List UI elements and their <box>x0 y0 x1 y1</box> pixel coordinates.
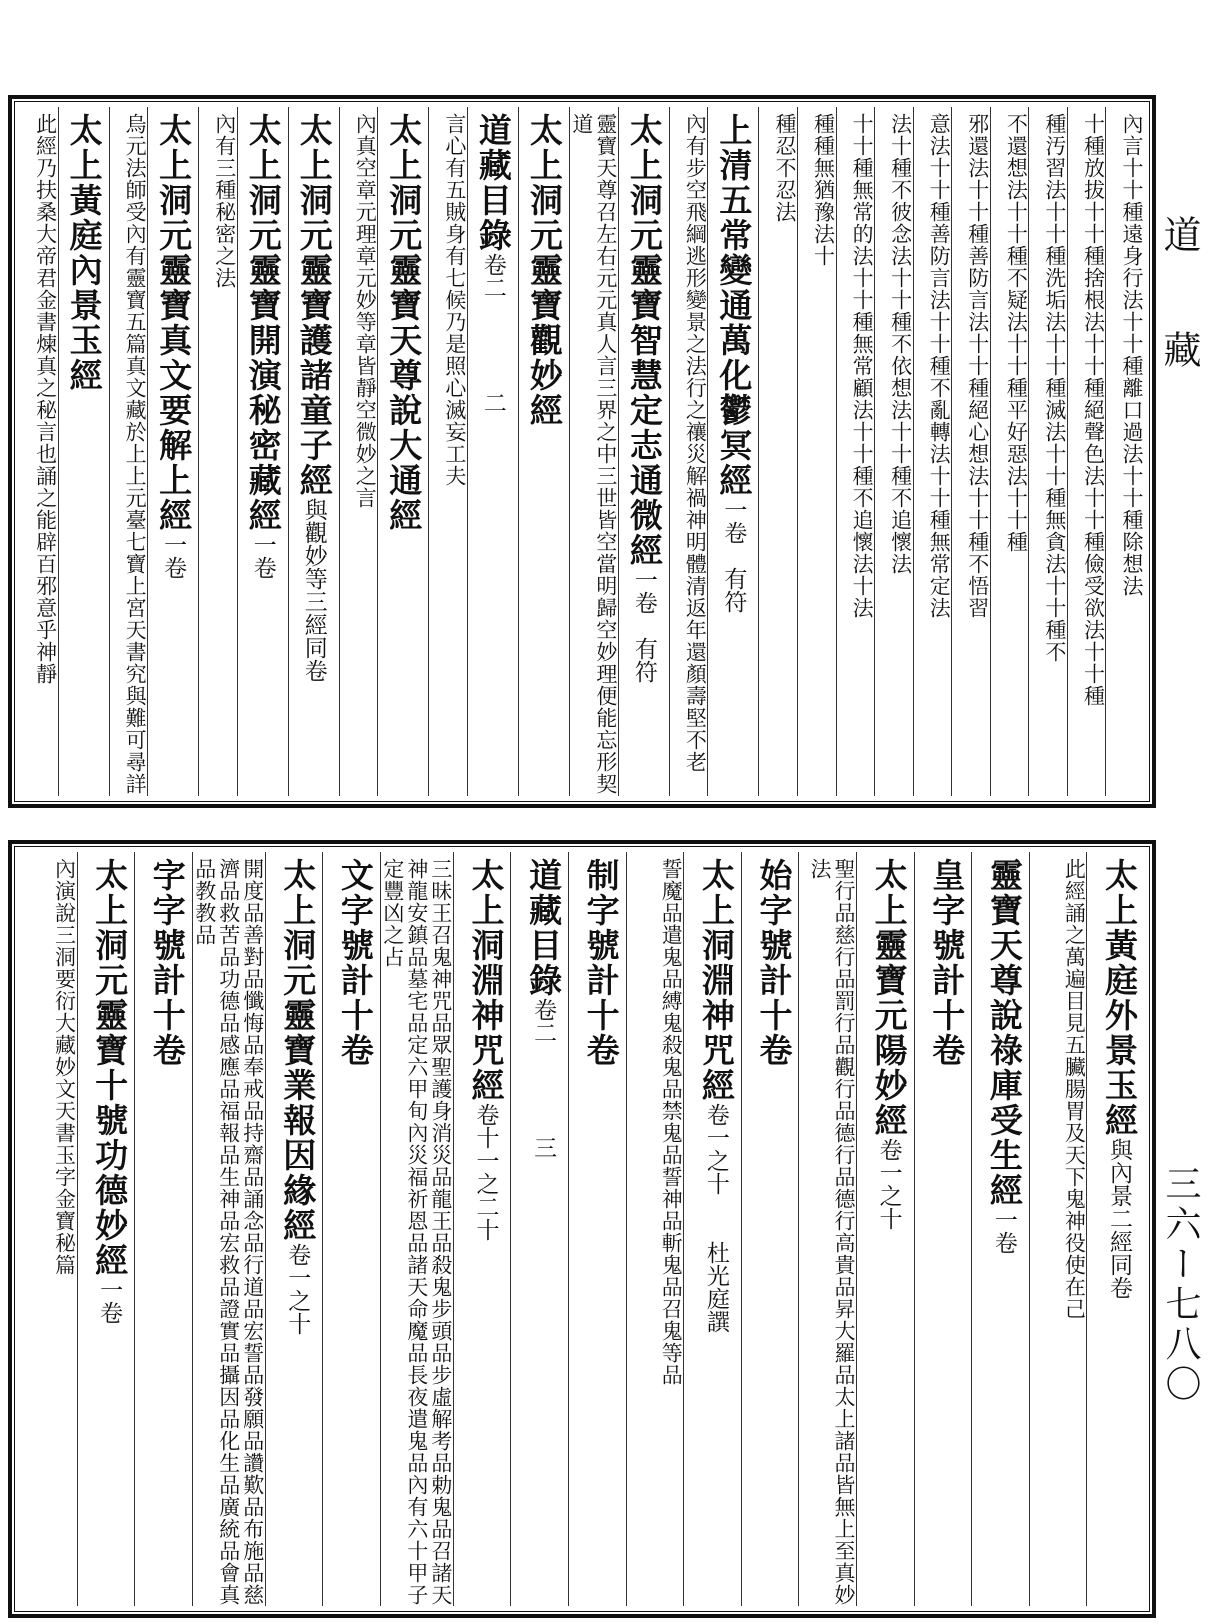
scripture-title: 太上洞元靈寶十號功德妙經 <box>90 858 130 1278</box>
volume-note: 卷一之十 <box>875 1138 902 1230</box>
scripture-title: 字字號計十卷 <box>147 858 187 1068</box>
annotation-text: 內演說三洞要衍大藏妙文天書玉字金寶秘篇 <box>52 858 77 1276</box>
annotation-text: 靈寶天尊召左右元元真人言三界之中三世皆空當明歸空妙理便能忘形契道 <box>569 113 618 795</box>
volume-note: 一卷 <box>96 1278 123 1324</box>
scripture-title: 太上洞元靈寶護諸童子經 <box>294 113 334 498</box>
text-column <box>874 107 913 796</box>
volume-note: 與觀妙等三經同卷 <box>300 498 327 682</box>
text-column <box>192 852 265 1606</box>
text-column <box>467 107 518 796</box>
bottom-panel <box>8 840 1156 1618</box>
text-column <box>568 852 626 1606</box>
text-column <box>453 852 511 1606</box>
scripture-title: 文字號計十卷 <box>335 858 375 1068</box>
text-column <box>147 107 198 796</box>
top-columns <box>20 107 1144 796</box>
text-column <box>741 852 799 1606</box>
scripture-title: 制字號計十卷 <box>581 858 621 1068</box>
text-column <box>20 107 58 796</box>
annotation-text: 邪還法十十種善防言法十十種絕心想法十十種不悟習 <box>965 113 990 619</box>
annotation-text: 此經誦之萬遍目見五臟腸胃及天下鬼神役使在己 <box>1062 858 1087 1320</box>
text-column <box>758 107 797 796</box>
annotation-text: 種汚習法十十種洗垢法十十種滅法十十種無貪法十十種不 <box>1042 113 1067 663</box>
text-column <box>380 852 453 1606</box>
annotation-text: 內有步空飛綱逃形變景之法行之禳災解禍神明體清返年還顏壽堅不老 <box>683 113 708 773</box>
annotation-text: 內有三種秘密之法 <box>212 113 237 289</box>
text-column <box>971 852 1029 1606</box>
annotation-text: 聖行品慈行品罰行品觀行品德行品德行高貴品昇大羅品太上諸品皆無上至真妙法 <box>808 858 857 1606</box>
annotation-text: 言心有五賊身有七候乃是照心滅妄工夫 <box>442 113 467 487</box>
scripture-title: 太上洞元靈寶觀妙經 <box>524 113 564 428</box>
scripture-title: 道藏目錄 <box>524 858 564 998</box>
text-column <box>914 852 972 1606</box>
volume-note: 一卷 <box>990 1208 1017 1254</box>
text-column <box>1067 107 1106 796</box>
text-column <box>569 107 618 796</box>
text-column <box>797 107 836 796</box>
scripture-title: 太上洞元靈寶業報因緣經 <box>278 858 318 1243</box>
text-column <box>322 852 380 1606</box>
top-panel <box>8 95 1156 808</box>
text-column <box>618 107 669 796</box>
scripture-title: 太上黃庭外景玉經 <box>1100 858 1139 1138</box>
annotation-text: 開度品善對品懺悔品奉戒品持齋品誦念品行道品宏誓品發願品讚歎品布施品慈濟品救苦品功德品感應品福報品生神品宏救品證實品攝因品化生品廣統品會真品教教品 <box>192 858 265 1606</box>
text-column <box>377 107 428 796</box>
text-column <box>951 107 990 796</box>
scripture-title: 太上洞元靈寶真文要解上經 <box>154 113 194 533</box>
scripture-title: 太上洞元靈寶開演秘密藏經 <box>243 113 283 533</box>
annotation-text: 法十種不彼念法十十種不依想法十十種不追懷法 <box>888 113 913 575</box>
text-column <box>237 107 288 796</box>
text-column <box>58 107 109 796</box>
annotation-text: 此經乃扶桑大帝君金書煉真之秘言也誦之能辟百邪意乎神靜 <box>33 113 58 685</box>
scripture-title: 道藏目錄 <box>473 113 513 253</box>
volume-note: 與內景二經同卷 <box>1106 1138 1132 1299</box>
annotation-text: 三昧王召鬼神咒品眾聖護身消災品龍王品殺鬼步頭品步虛解考品勅鬼品召諸天神龍安鎮品墓宅品定六甲旬內災福祈恩品諸天命魔品長夜遣鬼品內有六十甲子定豐凶之占 <box>380 858 453 1606</box>
annotation-text: 烏元法師受內有靈寶五篇真文藏於上上元臺七寶上宮天書究與難可尋詳 <box>123 113 148 795</box>
annotation-text: 十十種無常的法十十種無常顧法十十種不追懷法十法 <box>850 113 875 619</box>
text-column <box>798 852 856 1606</box>
annotation-text: 意法十十種善防言法十十種不亂轉法十十種無常定法 <box>927 113 952 619</box>
text-column <box>518 107 569 796</box>
volume-note: 卷二 三 <box>530 998 557 1159</box>
bottom-columns <box>20 852 1144 1606</box>
volume-note: 一卷 有符 <box>720 498 747 613</box>
volume-note: 卷一之十 <box>284 1243 311 1335</box>
text-column <box>198 107 237 796</box>
volume-note: 一卷 有符 <box>630 568 657 683</box>
text-column <box>109 107 148 796</box>
text-column <box>1086 852 1144 1606</box>
text-column <box>836 107 875 796</box>
text-column <box>134 852 192 1606</box>
annotation-text: 種忍不忍法 <box>772 113 797 223</box>
text-column <box>265 852 323 1606</box>
text-column <box>707 107 758 796</box>
volume-note: 卷一之十 杜光庭譔 <box>702 1103 729 1333</box>
text-column <box>990 107 1029 796</box>
annotation-text: 種種無猶豫法十 <box>811 113 836 267</box>
annotation-text: 十種放拔十十種捨根法十十種絕聲色法十十種儉受欲法十十種 <box>1081 113 1106 707</box>
annotation-text: 內真空章元理章元妙等章皆靜空微妙之言 <box>353 113 378 509</box>
scripture-title: 太上洞元靈寶智慧定志通微經 <box>624 113 664 568</box>
text-column <box>856 852 914 1606</box>
annotation-text: 內言十十種遠身行法十十種離口過法十十種除想法 <box>1120 113 1144 597</box>
scripture-title: 太上靈寶元陽妙經 <box>869 858 909 1138</box>
scripture-title: 皇字號計十卷 <box>927 858 967 1068</box>
text-column <box>913 107 952 796</box>
text-column <box>288 107 339 796</box>
text-column <box>428 107 467 796</box>
scripture-title: 上清五常變通萬化鬱冥經 <box>714 113 754 498</box>
scripture-title: 始字號計十卷 <box>754 858 794 1068</box>
text-column <box>669 107 708 796</box>
text-column <box>20 852 77 1606</box>
annotation-text: 不還想法十十種不疑法十十種平好惡法十十種 <box>1004 113 1029 553</box>
scripture-title: 太上洞淵神咒經 <box>696 858 736 1103</box>
text-column <box>683 852 741 1606</box>
text-column <box>1029 852 1087 1606</box>
scripture-title: 太上黃庭內景玉經 <box>64 113 104 393</box>
text-column <box>626 852 684 1606</box>
scripture-title: 靈寶天尊說祿庫受生經 <box>984 858 1024 1208</box>
collection-label-upper: 道 <box>1157 215 1201 253</box>
scripture-title: 太上洞淵神咒經 <box>466 858 506 1103</box>
text-column <box>339 107 378 796</box>
text-column <box>510 852 568 1606</box>
annotation-text: 誓魔品遣鬼品縛鬼殺鬼品禁鬼品誓神品斬鬼品召鬼等品 <box>659 858 684 1386</box>
text-column <box>1105 107 1144 796</box>
volume-note: 一卷 <box>249 533 276 579</box>
text-column <box>1028 107 1067 796</box>
volume-note: 卷二 二 <box>479 253 506 414</box>
page-number: 三六ー七八〇 <box>1160 1165 1201 1405</box>
text-column <box>77 852 135 1606</box>
volume-note: 卷十一之二十 <box>472 1103 499 1241</box>
scripture-title: 太上洞元靈寶天尊說大通經 <box>384 113 424 533</box>
volume-note: 一卷 <box>160 533 187 579</box>
collection-label-lower: 藏 <box>1157 330 1201 368</box>
